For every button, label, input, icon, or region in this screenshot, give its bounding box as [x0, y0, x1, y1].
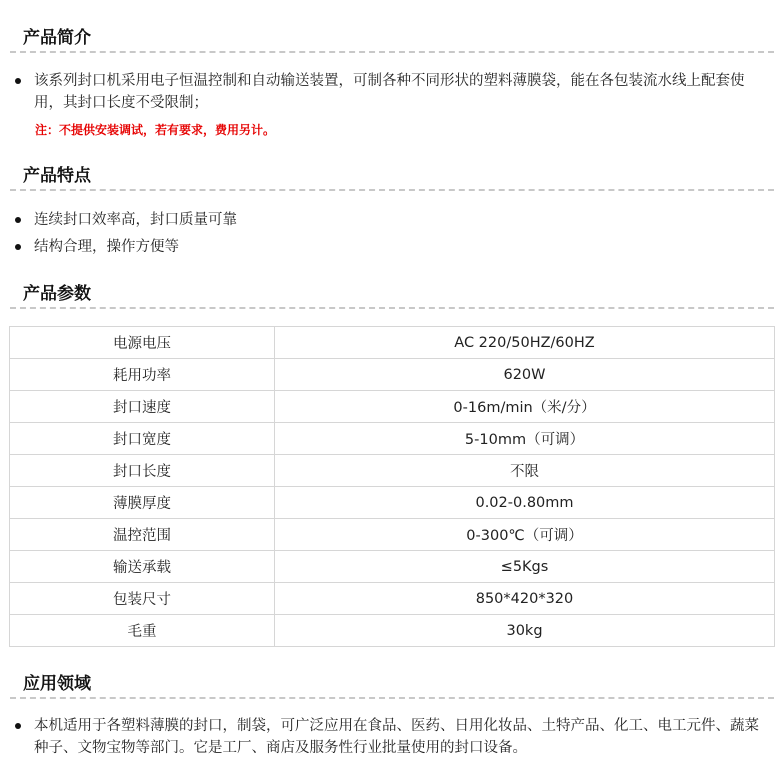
params-table [9, 326, 775, 647]
param-name-cell: 封口长度 [10, 455, 275, 487]
features-divider [10, 189, 774, 191]
intro-section-title: 产品简介 [23, 28, 91, 48]
bullet-dot-icon [15, 217, 21, 223]
param-value-cell: 0-300℃（可调） [275, 519, 775, 551]
param-value-cell: 30kg [275, 615, 775, 647]
table-row [10, 327, 775, 359]
intro-bullet-item [14, 70, 770, 114]
table-row [10, 551, 775, 583]
intro-bullet-text: 该系列封口机采用电子恒温控制和自动输送装置，可制各种不同形状的塑料薄膜袋，能在各包装流水线上配套使用，其封口长度不受限制； [34, 73, 745, 111]
param-name-cell: 封口宽度 [10, 423, 275, 455]
features-bullet-item [14, 236, 770, 258]
table-row [10, 519, 775, 551]
param-value-cell: 850*420*320 [275, 583, 775, 615]
param-name-cell: 温控范围 [10, 519, 275, 551]
intro-divider [10, 51, 774, 53]
applications-bullet-text: 本机适用于各塑料薄膜的封口，制袋，可广泛应用在食品、医药、日用化妆品、土特产品、化工、电工元件、蔬菜种子、文物宝物等部门。它是工厂、商店及服务性行业批量使用的封口设备。 [34, 718, 759, 756]
applications-bullet-item [14, 715, 770, 759]
param-value-cell: 5-10mm（可调） [275, 423, 775, 455]
table-row [10, 391, 775, 423]
params-divider [10, 307, 774, 309]
params-section-title: 产品参数 [23, 284, 91, 304]
features-section-title: 产品特点 [23, 166, 91, 186]
param-name-cell: 包装尺寸 [10, 583, 275, 615]
param-name-cell: 封口速度 [10, 391, 275, 423]
features-bullet-item [14, 209, 770, 231]
param-value-cell: 620W [275, 359, 775, 391]
param-name-cell: 输送承载 [10, 551, 275, 583]
param-name-cell: 薄膜厚度 [10, 487, 275, 519]
intro-bullet-list [14, 70, 770, 114]
param-name-cell: 耗用功率 [10, 359, 275, 391]
bullet-dot-icon [15, 244, 21, 250]
install-note: 注：不提供安装调试，若有要求，费用另计。 [35, 123, 276, 137]
param-name-cell: 毛重 [10, 615, 275, 647]
applications-bullet-list [14, 715, 770, 759]
param-value-cell: 不限 [275, 455, 775, 487]
bullet-dot-icon [15, 723, 21, 729]
param-value-cell: 0-16m/min（米/分） [275, 391, 775, 423]
table-row [10, 423, 775, 455]
features-bullet-list [14, 209, 770, 258]
applications-section-title: 应用领域 [23, 674, 91, 694]
table-row [10, 455, 775, 487]
param-value-cell: AC 220/50HZ/60HZ [275, 327, 775, 359]
features-bullet-text: 结构合理，操作方便等 [34, 239, 179, 255]
bullet-dot-icon [15, 78, 21, 84]
table-row [10, 487, 775, 519]
param-value-cell: ≤5Kgs [275, 551, 775, 583]
applications-divider [10, 697, 774, 699]
table-row [10, 359, 775, 391]
features-bullet-text: 连续封口效率高，封口质量可靠 [34, 212, 237, 228]
table-row [10, 583, 775, 615]
table-row [10, 615, 775, 647]
param-value-cell: 0.02-0.80mm [275, 487, 775, 519]
param-name-cell: 电源电压 [10, 327, 275, 359]
